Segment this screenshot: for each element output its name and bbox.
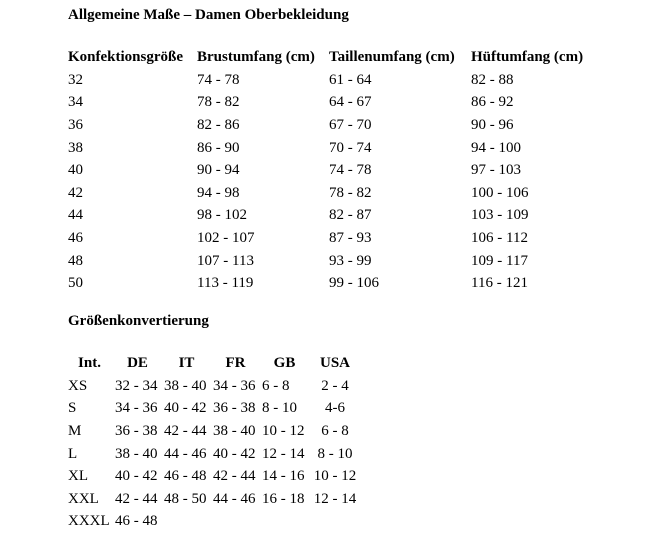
table-cell: 38 - 40 <box>213 422 256 439</box>
table-cell: 70 - 74 <box>329 139 372 156</box>
table-cell: 97 - 103 <box>471 162 521 179</box>
table-cell <box>309 511 361 534</box>
table-cell: 90 - 94 <box>197 162 240 179</box>
table-cell: 82 - 86 <box>197 116 240 133</box>
table-cell: 74 - 78 <box>329 162 372 179</box>
table-cell <box>260 511 309 534</box>
table-cell: 87 - 93 <box>329 229 372 246</box>
table-cell: 4-6 <box>325 400 345 417</box>
table-cell: 106 - 112 <box>471 229 528 246</box>
table-cell: 42 <box>68 184 83 201</box>
table-row <box>66 488 361 511</box>
header-waist: Taillenumfang (cm) <box>329 48 455 65</box>
table-cell: 109 - 117 <box>471 252 528 269</box>
table-cell: 116 - 121 <box>471 275 528 292</box>
table-cell: 44 <box>68 207 83 224</box>
table-cell: 6 - 8 <box>321 422 349 439</box>
conversion-header-row <box>66 351 361 375</box>
table-cell: 10 - 12 <box>262 422 305 439</box>
measurements-title: Allgemeine Maße – Damen Oberbekleidung <box>68 7 349 23</box>
table-cell: 93 - 99 <box>329 252 372 269</box>
table-row <box>66 69 585 92</box>
table-cell: 99 - 106 <box>329 275 379 292</box>
table-cell: 78 - 82 <box>329 184 372 201</box>
table-cell: M <box>68 422 82 439</box>
table-cell: 86 - 90 <box>197 139 240 156</box>
table-cell <box>211 511 260 534</box>
header-bust: Brustumfang (cm) <box>197 48 315 65</box>
table-row <box>66 159 585 182</box>
table-cell: L <box>68 445 78 462</box>
table-cell: 48 - 50 <box>164 490 207 507</box>
table-cell: 82 - 88 <box>471 71 514 88</box>
header-int: Int. <box>78 354 101 371</box>
table-cell: XXXL <box>68 513 110 530</box>
table-cell: 90 - 96 <box>471 116 514 133</box>
table-cell: 61 - 64 <box>329 71 372 88</box>
table-row <box>66 443 361 466</box>
table-cell: 46 - 48 <box>115 513 158 530</box>
table-cell: 50 <box>68 275 83 292</box>
table-cell: 12 - 14 <box>262 445 305 462</box>
table-cell: 40 - 42 <box>164 400 207 417</box>
conversion-title: Größenkonvertierung <box>68 313 209 329</box>
table-cell: 107 - 113 <box>197 252 254 269</box>
header-size: Konfektionsgröße <box>68 48 184 65</box>
header-de: DE <box>127 354 148 371</box>
table-row <box>66 250 585 273</box>
table-cell: 42 - 44 <box>213 468 256 485</box>
table-cell: 46 - 48 <box>164 468 207 485</box>
table-row <box>66 272 585 295</box>
table-cell: 40 - 42 <box>213 445 256 462</box>
table-cell: 67 - 70 <box>329 116 372 133</box>
table-cell: 48 <box>68 252 83 269</box>
table-row <box>66 137 585 160</box>
table-cell: 8 - 10 <box>262 400 297 417</box>
table-cell: 102 - 107 <box>197 229 255 246</box>
measurements-table <box>66 45 585 295</box>
table-cell: 42 - 44 <box>115 490 158 507</box>
header-hip: Hüftumfang (cm) <box>471 48 584 65</box>
table-row <box>66 227 585 250</box>
table-cell: 40 <box>68 162 83 179</box>
table-cell: 44 - 46 <box>213 490 256 507</box>
table-cell <box>162 511 211 534</box>
table-cell: XXL <box>68 490 99 507</box>
table-cell: 38 <box>68 139 83 156</box>
table-cell: 34 - 36 <box>115 400 158 417</box>
table-cell: 94 - 98 <box>197 184 240 201</box>
table-cell: 2 - 4 <box>321 377 349 394</box>
table-row <box>66 375 361 398</box>
table-row <box>66 205 585 228</box>
table-cell: 32 <box>68 71 83 88</box>
table-row <box>66 465 361 488</box>
table-cell: 82 - 87 <box>329 207 372 224</box>
table-cell: 36 - 38 <box>213 400 256 417</box>
table-cell: 103 - 109 <box>471 207 529 224</box>
table-cell: 94 - 100 <box>471 139 521 156</box>
table-cell: 36 - 38 <box>115 422 158 439</box>
table-row <box>66 114 585 137</box>
table-cell: 34 <box>68 94 83 111</box>
table-cell: 78 - 82 <box>197 94 240 111</box>
table-cell: 46 <box>68 229 83 246</box>
conversion-table <box>66 351 361 533</box>
table-cell: 16 - 18 <box>262 490 305 507</box>
header-fr: FR <box>225 354 246 371</box>
table-cell: 6 - 8 <box>262 377 290 394</box>
table-cell: 14 - 16 <box>262 468 305 485</box>
measurements-header-row <box>66 45 585 69</box>
table-cell: XL <box>68 468 88 485</box>
table-cell: 86 - 92 <box>471 94 514 111</box>
table-cell: 34 - 36 <box>213 377 256 394</box>
table-cell: 44 - 46 <box>164 445 207 462</box>
table-row <box>66 398 361 421</box>
table-cell: 36 <box>68 116 83 133</box>
table-cell: 113 - 119 <box>197 275 254 292</box>
table-cell: 32 - 34 <box>115 377 158 394</box>
table-cell: 98 - 102 <box>197 207 247 224</box>
table-row <box>66 92 585 115</box>
table-row <box>66 420 361 443</box>
table-cell: 8 - 10 <box>317 445 353 462</box>
table-row <box>66 511 361 534</box>
table-cell: 64 - 67 <box>329 94 372 111</box>
table-cell: 100 - 106 <box>471 184 529 201</box>
table-cell: 38 - 40 <box>115 445 158 462</box>
table-cell: 74 - 78 <box>197 71 240 88</box>
table-row <box>66 182 585 205</box>
table-cell: 40 - 42 <box>115 468 158 485</box>
header-usa: USA <box>319 354 350 371</box>
table-cell: 12 - 14 <box>313 490 357 507</box>
table-cell: 10 - 12 <box>313 468 357 485</box>
table-cell: 42 - 44 <box>164 422 207 439</box>
table-cell: 38 - 40 <box>164 377 207 394</box>
header-gb: GB <box>273 354 296 371</box>
table-cell: XS <box>68 377 88 394</box>
table-cell: S <box>68 400 77 417</box>
header-it: IT <box>178 354 195 371</box>
